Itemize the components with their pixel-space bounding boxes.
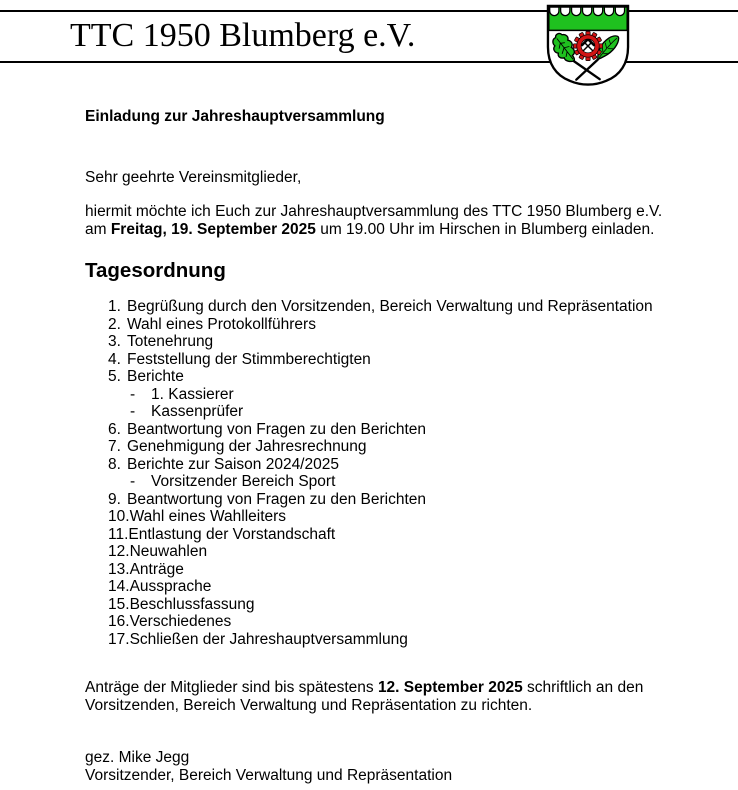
agenda-item	[85, 473, 670, 491]
agenda-item-text: Kassenprüfer	[151, 403, 244, 420]
agenda-item	[85, 438, 670, 456]
signature-block	[85, 749, 670, 785]
salutation: Sehr geehrte Vereinsmitglieder,	[85, 169, 302, 186]
agenda-item	[85, 351, 670, 369]
agenda-item-text: Genehmigung der Jahresrechnung	[127, 438, 367, 455]
agenda-item	[85, 298, 670, 316]
agenda-item	[85, 403, 670, 421]
agenda-item-text: Begrüßung durch den Vorsitzenden, Bereich Verwaltung und Repräsentation	[127, 298, 653, 315]
agenda-item	[85, 386, 670, 404]
subject-line: Einladung zur Jahreshauptversammlung	[85, 108, 385, 125]
agenda-item-text: Aussprache	[129, 578, 212, 595]
agenda-item-text: Beantwortung von Fragen zu den Berichten	[127, 490, 426, 508]
agenda-item-marker: 17.	[108, 630, 130, 648]
intro-paragraph	[85, 203, 670, 239]
agenda-item-text: Schließen der Jahreshauptversammlung	[129, 630, 408, 648]
agenda-item	[85, 526, 670, 544]
agenda-item	[85, 631, 670, 649]
agenda-item-text: 1. Kassierer	[151, 385, 234, 403]
agenda-item	[85, 508, 670, 526]
agenda-item-marker: 5.	[108, 368, 121, 385]
deadline-paragraph	[85, 679, 670, 715]
club-title: TTC 1950 Blumberg e.V.	[70, 17, 416, 54]
agenda-item-text: Beschlussfassung	[129, 595, 255, 613]
agenda-item-marker: 4.	[108, 350, 121, 368]
agenda-item-marker: -	[130, 473, 136, 490]
agenda-item-marker: -	[130, 403, 136, 420]
paragraph-line: Vorsitzenden, Bereich Verwaltung und Repräsentation zu richten.	[85, 697, 533, 714]
agenda-item-marker: 3.	[108, 333, 121, 350]
letter-body	[85, 0, 670, 785]
agenda-item-text: Vorsitzender Bereich Sport	[151, 473, 336, 490]
agenda-item	[85, 613, 670, 631]
agenda-item-marker: -	[130, 385, 136, 403]
agenda-item-text: Neuwahlen	[129, 543, 208, 560]
agenda-item	[85, 456, 670, 474]
agenda-item-marker: 7.	[108, 438, 121, 455]
agenda-item-text: Entlastung der Vorstandschaft	[128, 525, 336, 543]
agenda-heading: Tagesordnung	[85, 259, 226, 282]
agenda-item-text: Totenehrung	[127, 333, 214, 350]
agenda-item	[85, 491, 670, 509]
agenda-item-marker: 11.	[108, 525, 129, 543]
paragraph-line: am Freitag, 19. September 2025 um 19.00 Uhr im Hirschen in Blumberg einladen.	[85, 221, 655, 238]
agenda-item-text: Wahl eines Wahlleiters	[129, 508, 287, 525]
agenda-item-marker: 9.	[108, 490, 121, 508]
agenda-item-text: Wahl eines Protokollführers	[127, 315, 316, 333]
signature-role: Vorsitzender, Bereich Verwaltung und Repräsentation	[85, 767, 453, 784]
paragraph-line: hiermit möchte ich Euch zur Jahreshauptversammlung des TTC 1950 Blumberg e.V.	[85, 203, 663, 220]
signature-name: gez. Mike Jegg	[85, 749, 190, 766]
agenda-item-marker: 2.	[108, 315, 121, 333]
agenda-item-marker: 13.	[108, 560, 130, 578]
agenda-item-marker: 14.	[108, 578, 130, 595]
agenda-item-marker: 16.	[108, 613, 130, 630]
agenda-item	[85, 368, 670, 386]
agenda-item	[85, 578, 670, 596]
agenda-item-marker: 8.	[108, 455, 121, 473]
agenda-item	[85, 316, 670, 334]
agenda-item	[85, 543, 670, 561]
agenda-item-text: Beantwortung von Fragen zu den Berichten	[127, 420, 426, 438]
agenda-item-text: Feststellung der Stimmberechtigten	[127, 350, 371, 368]
agenda-item-marker: 10.	[108, 508, 130, 525]
agenda-list	[85, 298, 670, 648]
agenda-item-text: Anträge	[129, 560, 184, 578]
agenda-item-text: Berichte	[127, 368, 184, 385]
agenda-item	[85, 596, 670, 614]
agenda-item	[85, 333, 670, 351]
agenda-item-marker: 12.	[108, 543, 130, 560]
agenda-item-marker: 6.	[108, 420, 121, 438]
paragraph-line: Anträge der Mitglieder sind bis spätestens 12. September 2025 schriftlich an den	[85, 679, 644, 696]
agenda-item-text: Berichte zur Saison 2024/2025	[127, 455, 339, 473]
agenda-item	[85, 421, 670, 439]
agenda-item-marker: 15.	[108, 595, 130, 613]
agenda-item-text: Verschiedenes	[129, 613, 232, 630]
agenda-item-marker: 1.	[108, 298, 121, 315]
agenda-item	[85, 561, 670, 579]
